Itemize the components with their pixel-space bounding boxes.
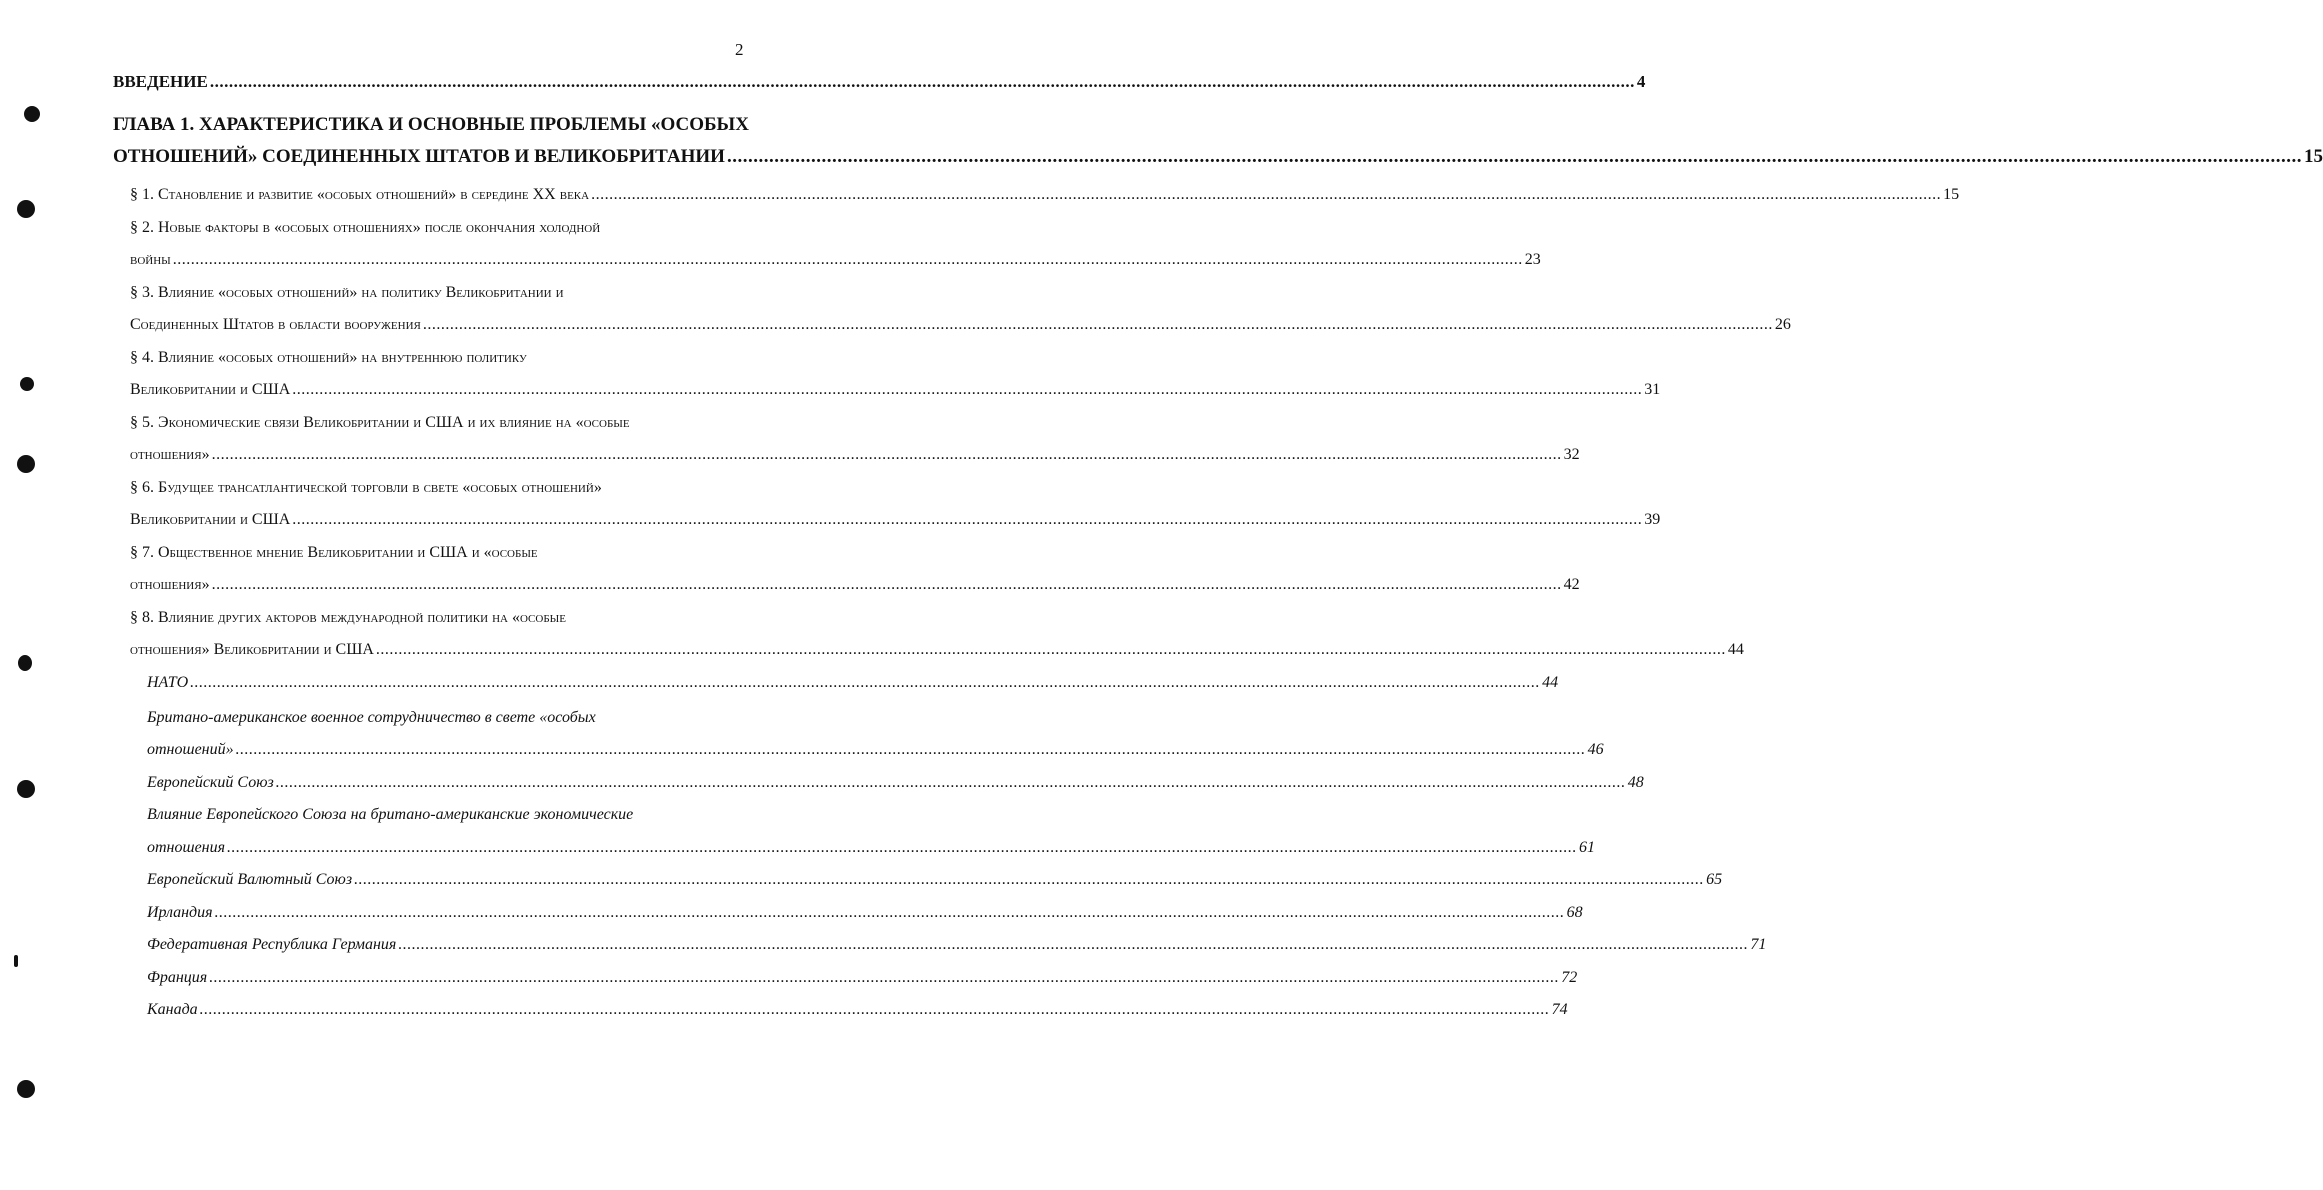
binder-hole bbox=[17, 455, 35, 473]
toc-chapter-page: 15 bbox=[2303, 146, 2323, 167]
leader-dots: ............................................................................................................................................................................................................................................................................................................ bbox=[209, 72, 1635, 91]
toc-subsection-military-line2[interactable]: отношений» ............................................................................................................................................................................................................................................................................................................ 46 bbox=[147, 741, 1604, 758]
leader-dots: ............................................................................................................................................................................................................................................................................................................ bbox=[190, 674, 1541, 691]
toc-subsection-nato[interactable]: НАТО ............................................................................................................................................................................................................................................................................................................ 44 bbox=[147, 674, 1559, 691]
leader-dots: ............................................................................................................................................................................................................................................................................................................ bbox=[214, 904, 1565, 921]
binder-hole bbox=[17, 200, 35, 218]
leader-dots: ............................................................................................................................................................................................................................................................................................................ bbox=[235, 741, 1586, 758]
toc-section-3-line1[interactable]: § 3. Влияние «особых отношений» на политику Великобритании и bbox=[130, 284, 564, 301]
toc-subsection-military-line1[interactable]: Британо-американское военное сотрудничество в свете «особых bbox=[147, 709, 596, 726]
binder-hole bbox=[18, 655, 32, 671]
toc-intro-page: 4 bbox=[1636, 72, 1646, 91]
toc-section-5-line1[interactable]: § 5. Экономические связи Великобритании и США и их влияние на «особые bbox=[130, 414, 630, 431]
toc-section-7-line2[interactable]: отношения» ............................................................................................................................................................................................................................................................................................................ 42 bbox=[130, 576, 1580, 593]
toc-chapter-title-line1[interactable]: ГЛАВА 1. ХАРАКТЕРИСТИКА И ОСНОВНЫЕ ПРОБЛЕМЫ «ОСОБЫХ bbox=[113, 114, 749, 135]
toc-subsection-eu-economic-line2[interactable]: отношения ............................................................................................................................................................................................................................................................................................................ 61 bbox=[147, 839, 1596, 856]
leader-dots: ............................................................................................................................................................................................................................................................................................................ bbox=[211, 576, 1562, 593]
toc-section-7-line1[interactable]: § 7. Общественное мнение Великобритании и США и «особые bbox=[130, 544, 538, 561]
leader-dots: ............................................................................................................................................................................................................................................................................................................ bbox=[726, 146, 2302, 167]
toc-intro-title: ВВЕДЕНИЕ bbox=[113, 72, 208, 91]
toc-section-3-line2[interactable]: Соединенных Штатов в области вооружения ............................................................................................................................................................................................................................................................................................................ 26 bbox=[130, 316, 1791, 333]
page-number: 2 bbox=[735, 40, 744, 59]
toc-subsection-germany[interactable]: Федеративная Республика Германия ............................................................................................................................................................................................................................................................................................................ 71 bbox=[147, 936, 1767, 953]
toc-chapter-title-line2[interactable]: ОТНОШЕНИЙ» СОЕДИНЕННЫХ ШТАТОВ И ВЕЛИКОБРИТАНИИ ............................................................................................................................................................................................................................................................................................................ 15 bbox=[113, 146, 2323, 167]
toc-section-8-line2[interactable]: отношения» Великобритании и США ............................................................................................................................................................................................................................................................................................................ 44 bbox=[130, 641, 1744, 658]
leader-dots: ............................................................................................................................................................................................................................................................................................................ bbox=[398, 936, 1749, 953]
toc-section-6-line2[interactable]: Великобритании и США ............................................................................................................................................................................................................................................................................................................ 39 bbox=[130, 511, 1661, 528]
leader-dots: ............................................................................................................................................................................................................................................................................................................ bbox=[292, 511, 1643, 528]
toc-section-4-line1[interactable]: § 4. Влияние «особых отношений» на внутреннюю политику bbox=[130, 349, 527, 366]
toc-section-2-line2[interactable]: войны ............................................................................................................................................................................................................................................................................................................ 23 bbox=[130, 251, 1541, 268]
toc-subsection-france[interactable]: Франция ............................................................................................................................................................................................................................................................................................................ 72 bbox=[147, 969, 1578, 986]
binder-hole bbox=[20, 377, 34, 391]
leader-dots: ............................................................................................................................................................................................................................................................................................................ bbox=[227, 839, 1578, 856]
binder-hole bbox=[24, 106, 40, 122]
leader-dots: ............................................................................................................................................................................................................................................................................................................ bbox=[172, 251, 1523, 268]
toc-section-1[interactable]: § 1. Становление и развитие «особых отношений» в середине XX века ............................................................................................................................................................................................................................................................................................................ 15 bbox=[130, 186, 1960, 203]
leader-dots: ............................................................................................................................................................................................................................................................................................................ bbox=[422, 316, 1773, 333]
toc-subsection-canada[interactable]: Канада ............................................................................................................................................................................................................................................................................................................ 74 bbox=[147, 1001, 1568, 1018]
toc-subsection-ireland[interactable]: Ирландия ............................................................................................................................................................................................................................................................................................................ 68 bbox=[147, 904, 1583, 921]
leader-dots: ............................................................................................................................................................................................................................................................................................................ bbox=[375, 641, 1726, 658]
toc-section-8-line1[interactable]: § 8. Влияние других акторов международной политики на «особые bbox=[130, 609, 566, 626]
leader-dots: ............................................................................................................................................................................................................................................................................................................ bbox=[199, 1001, 1550, 1018]
binder-hole bbox=[17, 1080, 35, 1098]
toc-subsection-eu-economic-line1[interactable]: Влияние Европейского Союза на британо-американские экономические bbox=[147, 806, 634, 823]
leader-dots: ............................................................................................................................................................................................................................................................................................................ bbox=[591, 186, 1942, 203]
scan-speck bbox=[14, 955, 18, 967]
leader-dots: ............................................................................................................................................................................................................................................................................................................ bbox=[275, 774, 1626, 791]
toc-subsection-eu[interactable]: Европейский Союз ............................................................................................................................................................................................................................................................................................................ 48 bbox=[147, 774, 1644, 791]
binder-hole bbox=[17, 780, 35, 798]
toc-section-2-line1[interactable]: § 2. Новые факторы в «особых отношениях» после окончания холодной bbox=[130, 219, 601, 236]
toc-subsection-emu[interactable]: Европейский Валютный Союз ............................................................................................................................................................................................................................................................................................................ 65 bbox=[147, 871, 1723, 888]
toc-section-6-line1[interactable]: § 6. Будущее трансатлантической торговли в свете «особых отношений» bbox=[130, 479, 602, 496]
toc-section-5-line2[interactable]: отношения» ............................................................................................................................................................................................................................................................................................................ 32 bbox=[130, 446, 1580, 463]
leader-dots: ............................................................................................................................................................................................................................................................................................................ bbox=[211, 446, 1562, 463]
toc-intro[interactable] bbox=[113, 72, 1646, 92]
toc-section-4-line2[interactable]: Великобритании и США ............................................................................................................................................................................................................................................................................................................ 31 bbox=[130, 381, 1661, 398]
leader-dots: ............................................................................................................................................................................................................................................................................................................ bbox=[209, 969, 1560, 986]
leader-dots: ............................................................................................................................................................................................................................................................................................................ bbox=[354, 871, 1705, 888]
leader-dots: ............................................................................................................................................................................................................................................................................................................ bbox=[292, 381, 1643, 398]
